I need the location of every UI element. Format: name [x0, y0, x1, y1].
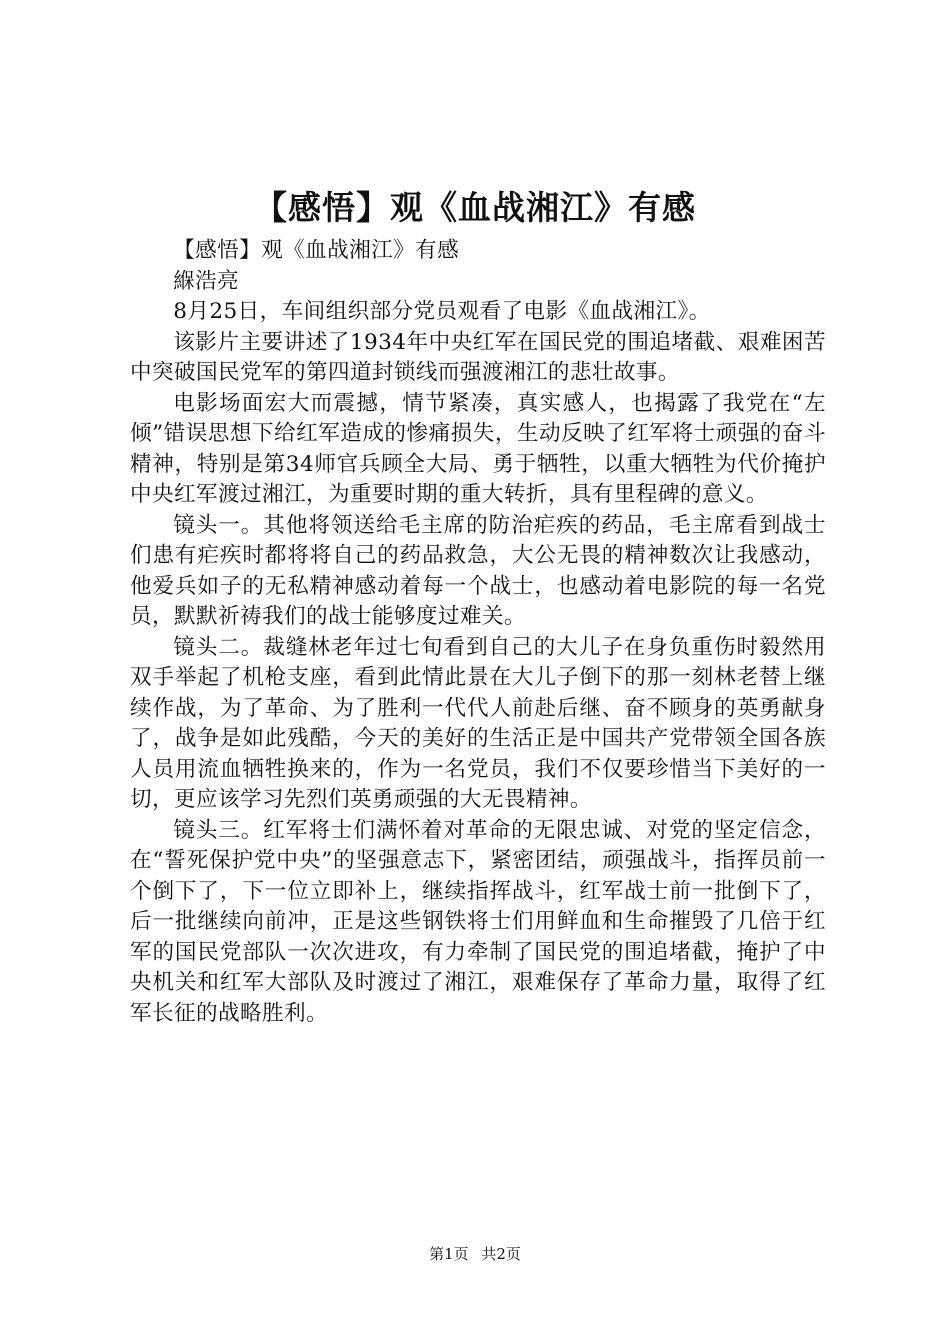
author-line: 緥浩亮: [173, 268, 240, 294]
page-number-current: 第1页: [429, 1245, 469, 1263]
paragraph: 镜头一。其他将领送给毛主席的防治疟疾的药品，毛主席看到战士们患有疟疾时都将将自己的药品救急，大公无畏的精神数次让我感动，他爱兵如子的无私精神感动着每一个战士，也感动着电影院的每一名党员，默默祈祷我们的战士能够度过难关。: [130, 512, 826, 629]
page-number-total: 共2页: [481, 1245, 521, 1263]
paragraph: 8月25日，车间组织部分党员观看了电影《血战湘江》。: [173, 299, 711, 324]
paragraph: 镜头三。红军将士们满怀着对革命的无限忠诚、对党的坚定信念，在“誓死保护党中央”的坚强意志下，紧密团结，顽强战斗，指挥员前一个倒下了，下一位立即补上，继续指挥战斗，红军战士前一批倒下了，后一批继续向前冲，正是这些钢铁将士们用鲜血和生命摧毁了几倍于红军的国民党部队一次次进攻，有力牵制了国民党的围追堵截，掩护了中央机关和红军大部队及时渡过了湘江，艰难保存了革命力量，取得了红军长征的战略胜利。: [130, 817, 826, 1026]
paragraph: 镜头二。裁缝林老年过七旬看到自己的大儿子在身负重伤时毅然用双手举起了机枪支座，看到此情此景在大儿子倒下的那一刻林老替上继续作战，为了革命、为了胜利一代代人前赴后继、奋不顾身的英勇献身了，战争是如此残酷，今天的美好的生活正是中国共产党带领全国各族人员用流血牺牲换来的，作为一名党员，我们不仅要珍惜当下美好的一切，更应该学习先烈们英勇顽强的大无畏精神。: [130, 634, 826, 812]
subtitle-line: 【感悟】观《血战湘江》有感: [173, 238, 460, 263]
paragraph: 该影片主要讲述了1934年中央红军在国民党的围追堵截、艰难困苦中突破国民党军的第四道封锁线而强渡湘江的悲壮故事。: [130, 329, 826, 385]
paragraph: 电影场面宏大而震撼，情节紧凑，真实感人，也揭露了我党在“左倾”错误思想下给红军造成的惨痛损失，生动反映了红军将士顽强的奋斗精神，特别是第34师官兵顾全大局、勇于牺牲，以重大牺牲为代价掩护中央红军渡过湘江，为重要时期的重大转折，具有里程碑的意义。: [130, 390, 826, 507]
page-footer: [0, 1244, 950, 1264]
document-title: 【感悟】观《血战湘江》有感: [254, 188, 696, 227]
document-body: [130, 236, 826, 1029]
